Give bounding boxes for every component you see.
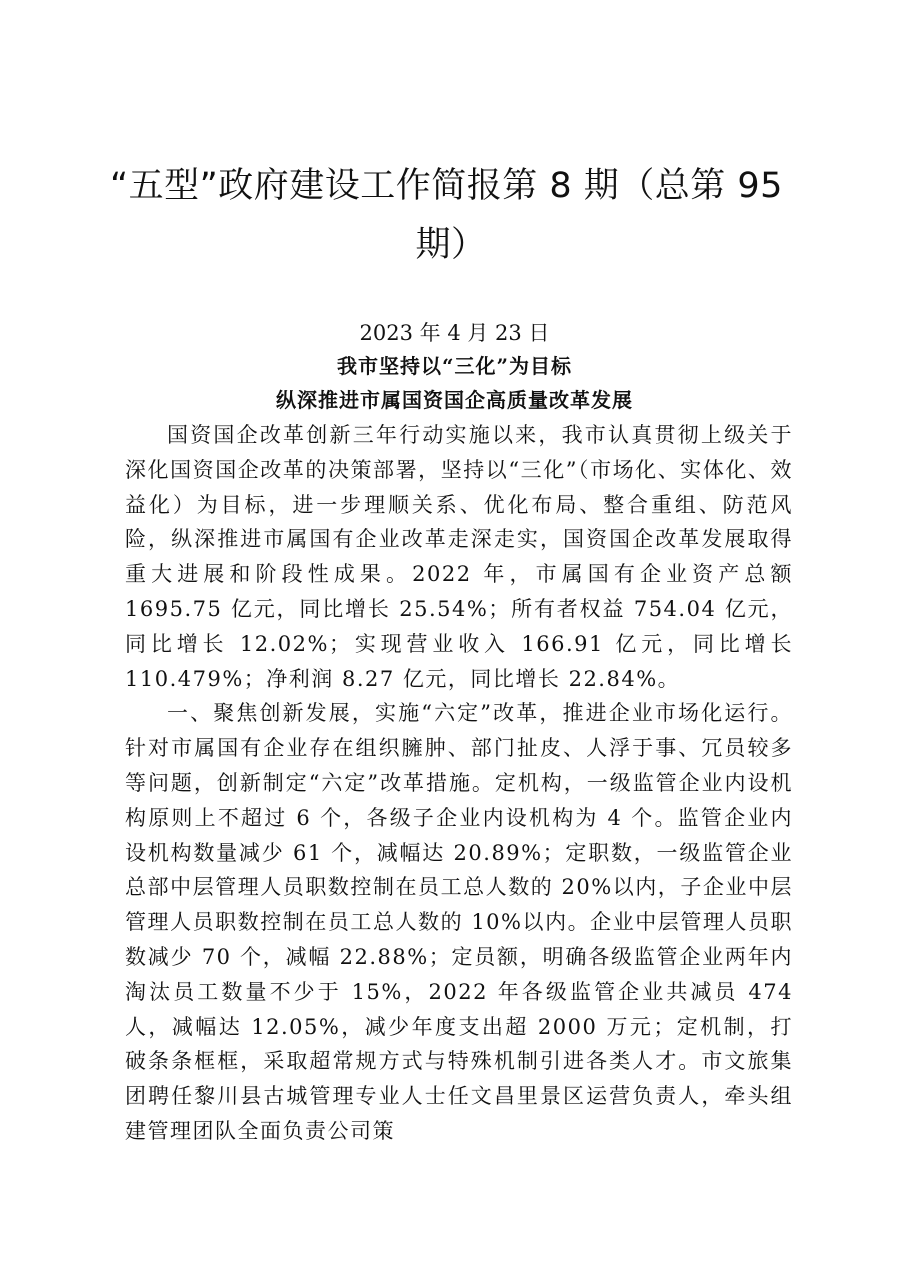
document-title-line-1: “五型”政府建设工作简报第 8 期（总第 95 (110, 166, 783, 206)
body-paragraph-intro: 国资国企改革创新三年行动实施以来，我市认真贯彻上级关于深化国资国企改革的决策部署，坚持以“三化”（市场化、实体化、效益化）为目标，进一步理顺关系、优化布局、整合重组、防范风险，纵深推进市属国有企业改革走深走实，国资国企改革发展取得重大进展和阶段性成果。2022 年，市属国有企业资产总额 1695.75 亿元，同比增长 25.54%；所有者权益 754.04 亿元，同比增长 12.02%；实现营业收入 166.91 亿元，同比增长 110.479%；净利润 8.27 亿元，同比增长 22.84%。 (125, 423, 793, 691)
document-title (110, 157, 800, 275)
document-title-line-2: 期） (415, 225, 487, 265)
body-paragraph-section-1: 一、聚焦创新发展，实施“六定”改革，推进企业市场化运行。针对市属国有企业存在组织臃肿、部门扯皮、人浮于事、冗员较多等问题，创新制定“六定”改革措施。定机构，一级监管企业内设机构原则上不超过 6 个，各级子企业内设机构为 4 个。监管企业内设机构数量减少 61 个，减幅达 20.89%；定职数，一级监管企业总部中层管理人员职数控制在员工总人数的 20%以内，子企业中层管理人员职数控制在员工总人数的 10%以内。企业中层管理人员职数减少 70 个，减幅 22.88%；定员额，明确各级监管企业两年内淘汰员工数量不少于 15%，2022 年各级监管企业共减员 474 人，减幅达 12.05%，减少年度支出超 2000 万元；定机制，打破条条框框，采取超常规方式与特殊机制引进各类人才。市文旅集团聘任黎川县古城管理专业人士任文昌里景区运营负责人，牵头组建管理团队全面负责公司策 (125, 701, 793, 1143)
article-headline-line-1: 我市坚持以“三化”为目标 (336, 354, 572, 378)
article-headline-line-2: 纵深推进市属国资国企高质量改革发展 (276, 388, 633, 412)
publication-date: 2023 年 4 月 23 日 (359, 321, 550, 345)
article-body (125, 418, 793, 1149)
